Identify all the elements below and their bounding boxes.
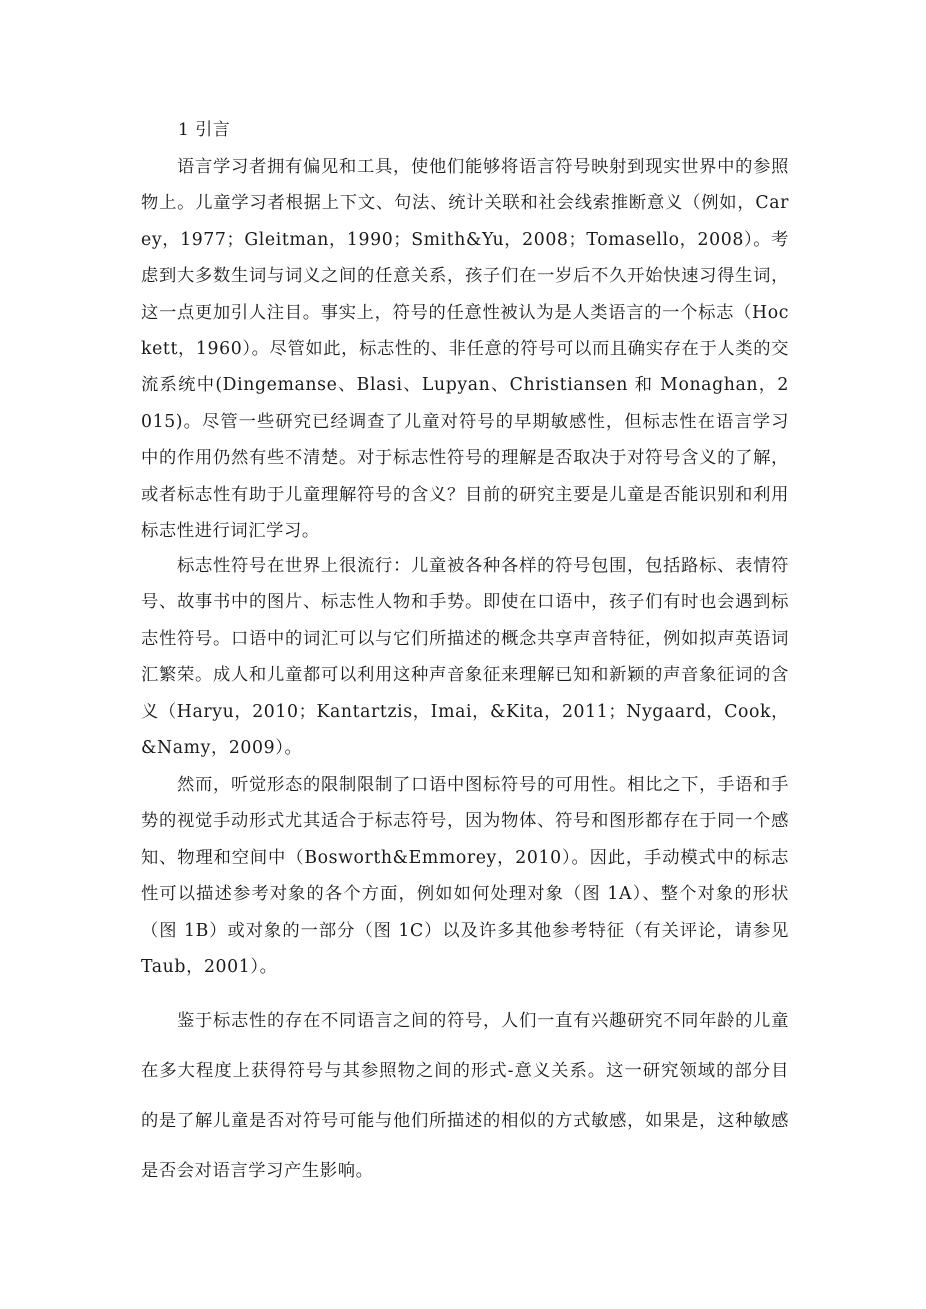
- paragraph-research-aim: 鉴于标志性的存在不同语言之间的符号，人们一直有兴趣研究不同年龄的儿童在多大程度上获得符号与其参照物之间的形式-意义关系。这一研究领域的部分目的是了解儿童是否对符号可能与他们所描述的相似的方式敏感，如果是，这种敏感是否会对语言学习产生影响。: [141, 1011, 789, 1181]
- paragraph-iconic-signs: 标志性符号在世界上很流行：儿童被各种各样的符号包围，包括路标、表情符号、故事书中的图片、标志性人物和手势。即使在口语中，孩子们有时也会遇到标志性符号。口语中的词汇可以与它们所描述的概念共享声音特征，例如拟声英语词汇繁荣。成人和儿童都可以利用这种声音象征来理解已知和新颖的声音象征词的含义（Haryu，2010；Kantartzis，Imai，&Kita，2011；Nygaard，Cook，&Namy，2009）。: [141, 556, 789, 759]
- paragraph-intro: 语言学习者拥有偏见和工具，使他们能够将语言符号映射到现实世界中的参照物上。儿童学习者根据上下文、句法、统计关联和社会线索推断意义（例如，Carey，1977；Gleitman，1990；Smith&Yu，2008；Tomasello，2008）。考虑到大多数生词与词义之间的任意关系，孩子们在一岁后不久开始快速习得生词，这一点更加引人注目。事实上，符号的任意性被认为是人类语言的一个标志（Hockett，1960）。尽管如此，标志性的、非任意的符号可以而且确实存在于人类的交流系统中(Dingemanse、Blasi、Lupyan、Christiansen 和 Monaghan，2015)。尽管一些研究已经调查了儿童对符号的早期敏感性，但标志性在语言学习中的作用仍然有些不清楚。对于标志性符号的理解是否取决于对符号含义的了解，或者标志性有助于儿童理解符号的含义？目前的研究主要是儿童是否能识别和利用标志性进行词汇学习。: [141, 157, 789, 542]
- paragraph-visual-modality: 然而，听觉形态的限制限制了口语中图标符号的可用性。相比之下，手语和手势的视觉手动形式尤其适合于标志符号，因为物体、符号和图形都存在于同一个感知、物理和空间中（Bosworth&Emmorey，2010）。因此，手动模式中的标志性可以描述参考对象的各个方面，例如如何处理对象（图 1A）、整个对象的形状（图 1B）或对象的一部分（图 1C）以及许多其他参考特征（有关评论，请参见 Taub，2001）。: [141, 775, 789, 978]
- section-heading: 1 引言: [178, 120, 231, 140]
